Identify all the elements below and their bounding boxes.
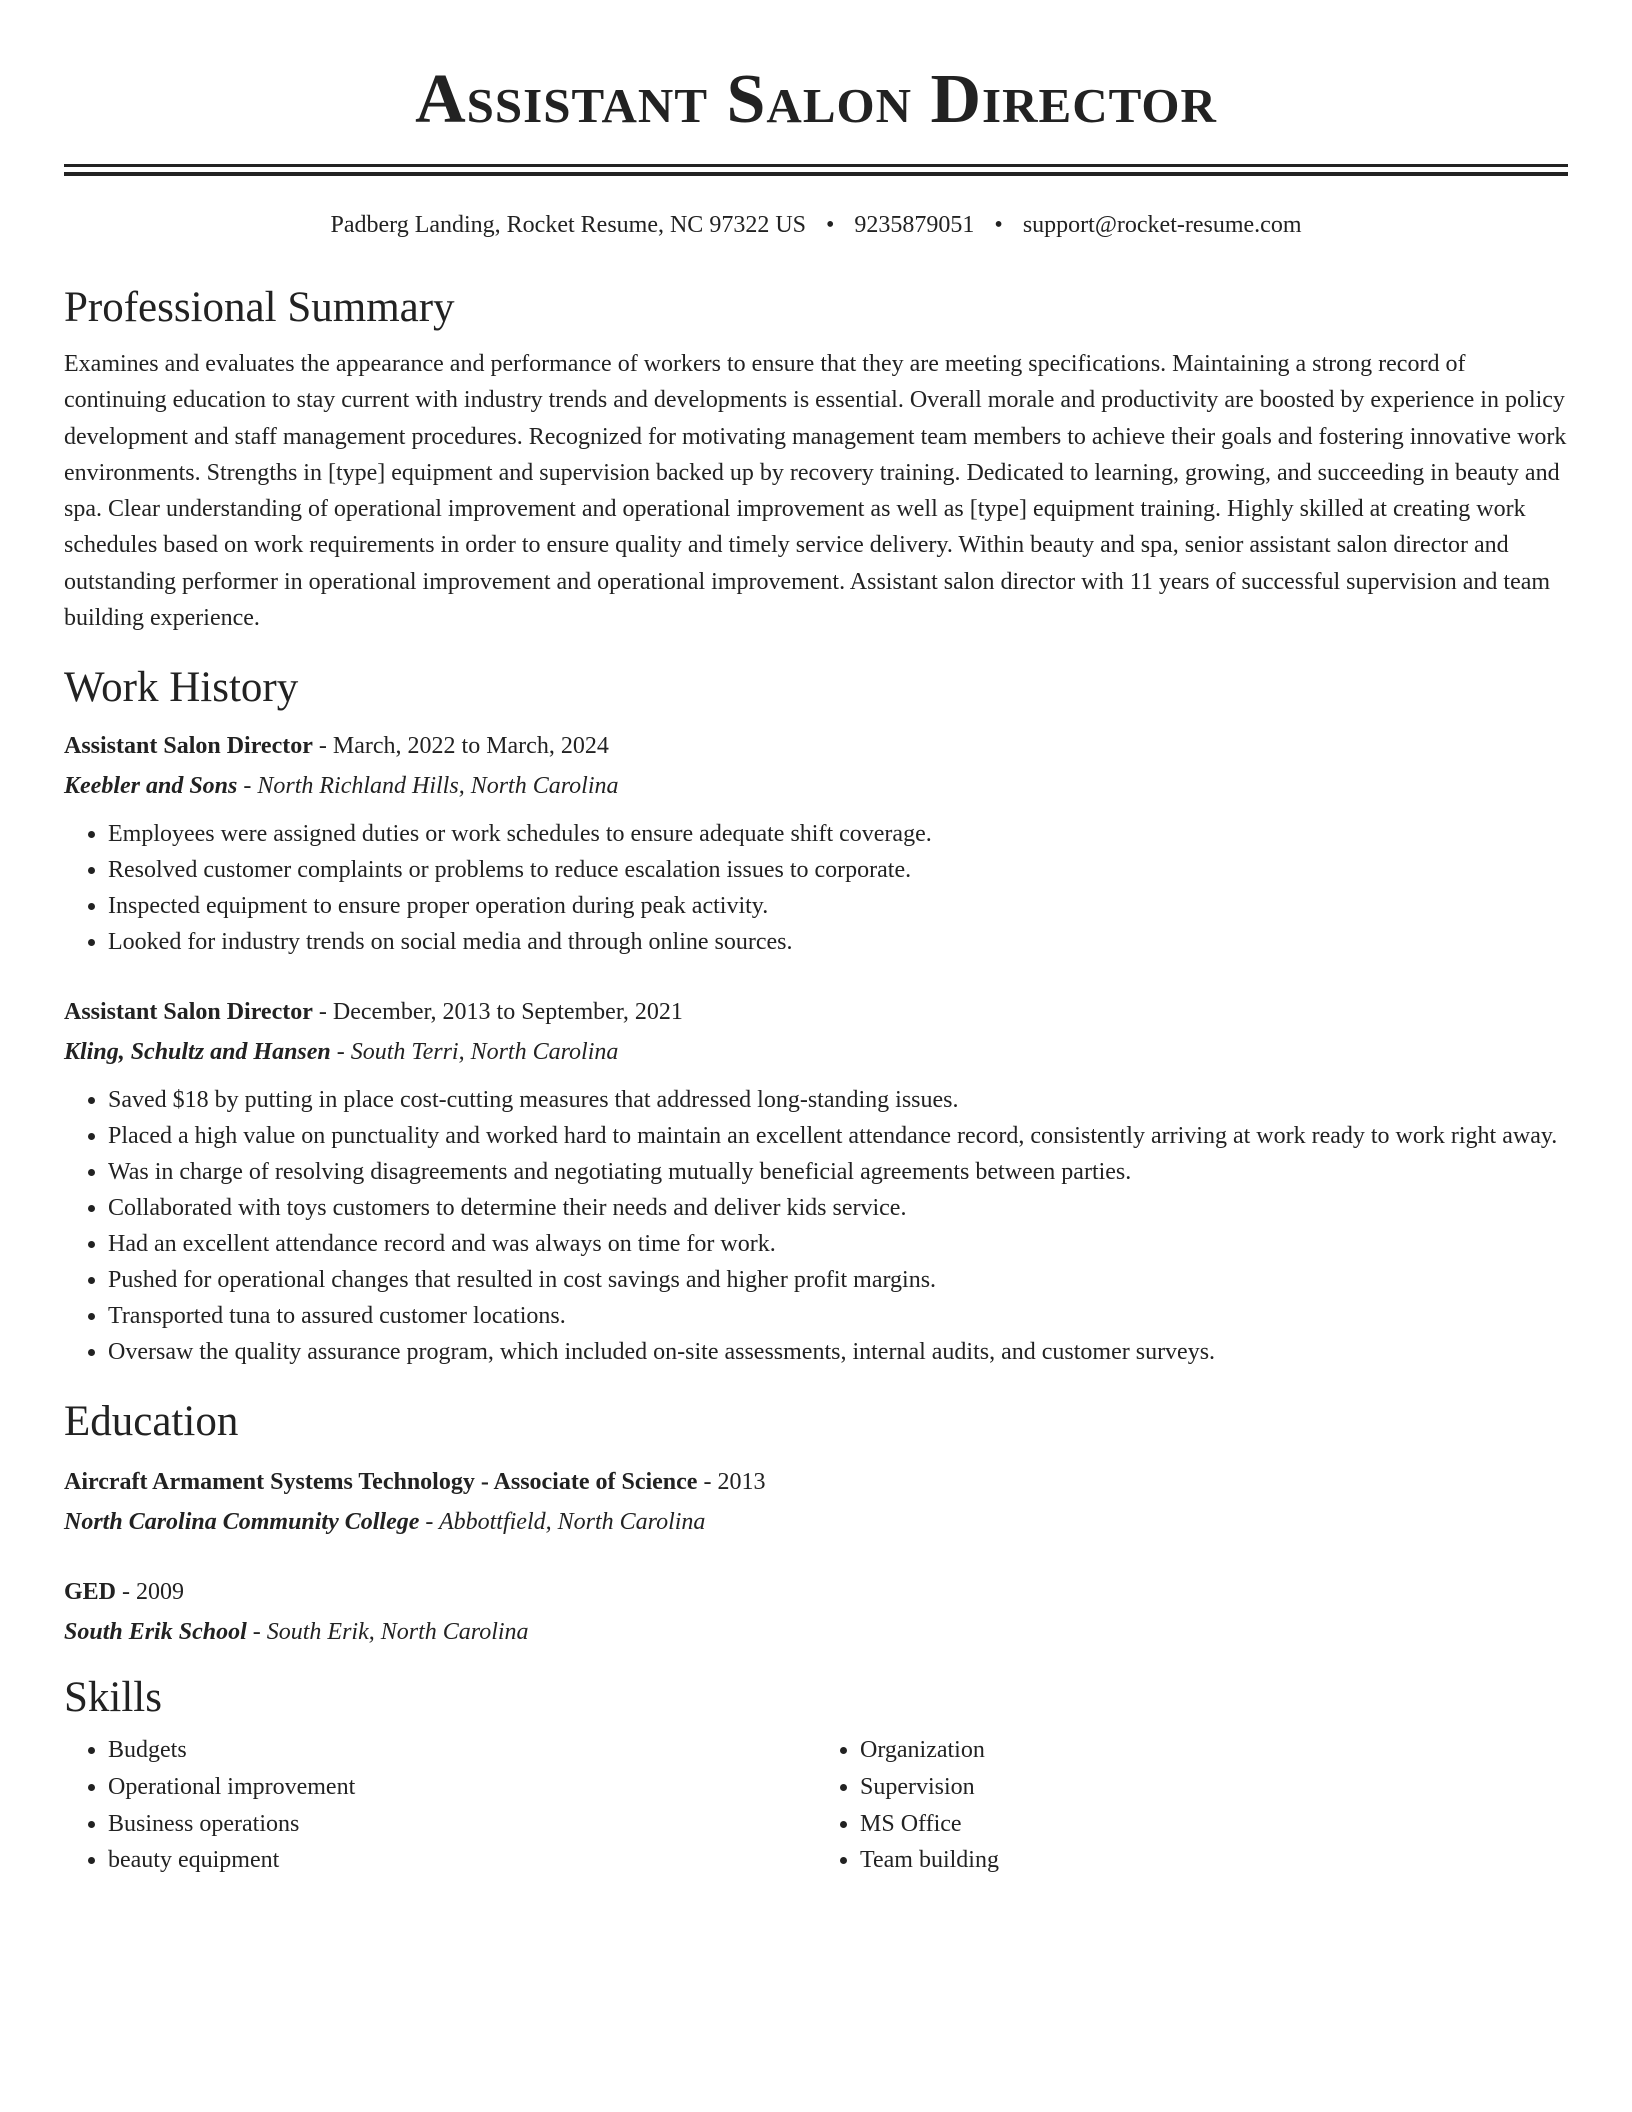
work-history-heading: Work History <box>64 664 299 712</box>
job-bullet: • Was in charge of resolving disagreements and negotiating mutually beneficial agreements between parties. <box>108 1154 1568 1190</box>
skill-item: • Team building <box>860 1842 1568 1879</box>
job-company: Kling, Schultz and Hansen <box>64 1039 331 1066</box>
job-title: Assistant Salon Director <box>64 733 313 760</box>
job-location: - North Richland Hills, North Carolina <box>237 773 619 800</box>
education-location: - Abbottfield, North Carolina <box>419 1509 706 1536</box>
header-rule-bottom <box>64 172 1568 176</box>
skills-column-right <box>816 1732 1568 1879</box>
job-location: - South Terri, North Carolina <box>330 1039 619 1066</box>
job-bullet: • Placed a high value on punctuality and worked hard to maintain an excellent attendance record, consistently arriving at work ready to work right away. <box>108 1118 1568 1154</box>
job-bullet: • Pushed for operational changes that resulted in cost savings and higher profit margins. <box>108 1262 1568 1298</box>
summary-text: Examines and evaluates the appearance and performance of workers to ensure that they are meeting specifications. Maintaining a strong record of continuing education to stay current with industry trends and developments is essential. Overall morale and productivity are boosted by experience in policy development and staff management procedures. Recognized for motivating management team members to achieve their goals and fostering innovative work environments. Strengths in [type] equipment and supervision backed up by recovery training. Dedicated to learning, growing, and succeeding in beauty and spa. Clear understanding of operational improvement and operational improvement as well as [type] equipment training. Highly skilled at creating work schedules based on work requirements in order to ensure quality and timely service delivery. Within beauty and spa, senior assistant salon director and outstanding performer in operational improvement and operational improvement. Assistant salon director with 11 years of successful supervision and team building experience. <box>64 351 1567 632</box>
job-header <box>64 992 1568 1032</box>
skill-item: • Supervision <box>860 1769 1568 1806</box>
job-bullet: • Oversaw the quality assurance program, which included on-site assessments, internal audits, and customer surveys. <box>108 1334 1568 1370</box>
summary-heading: Professional Summary <box>64 284 455 331</box>
job-entry <box>64 992 1568 1370</box>
education-school: South Erik School <box>64 1619 247 1646</box>
job-dates: - December, 2013 to September, 2021 <box>312 999 683 1026</box>
skills-column-left <box>64 1732 816 1879</box>
education-entry <box>64 1572 1568 1652</box>
education-degree: GED <box>64 1579 117 1606</box>
job-header <box>64 726 1568 766</box>
skill-item: • Budgets <box>108 1732 816 1769</box>
job-bullet-list <box>64 816 1568 960</box>
job-dates: - March, 2022 to March, 2024 <box>312 733 609 760</box>
skill-item: • Organization <box>860 1732 1568 1769</box>
job-employer-line <box>64 1032 1568 1072</box>
contact-phone: 9235879051 <box>854 212 975 238</box>
education-entry <box>64 1462 1568 1542</box>
job-entry <box>64 726 1568 960</box>
skill-item: • beauty equipment <box>108 1842 816 1879</box>
job-bullet-list <box>64 1082 1568 1370</box>
contact-separator: • <box>826 212 835 238</box>
contact-line <box>64 210 1568 240</box>
skills-grid <box>64 1732 1568 1879</box>
job-bullet: • Collaborated with toys customers to determine their needs and deliver kids service. <box>108 1190 1568 1226</box>
education-school-line <box>64 1612 1568 1652</box>
header-rule-top <box>64 164 1568 167</box>
contact-separator: • <box>994 212 1003 238</box>
job-bullet: • Had an excellent attendance record and was always on time for work. <box>108 1226 1568 1262</box>
job-bullet: • Saved $18 by putting in place cost-cutting measures that addressed long-standing issues. <box>108 1082 1568 1118</box>
job-title: Assistant Salon Director <box>64 999 313 1026</box>
education-degree-line <box>64 1462 1568 1502</box>
job-company: Keebler and Sons <box>64 773 238 800</box>
job-bullet: • Looked for industry trends on social media and through online sources. <box>108 924 1568 960</box>
job-bullet: • Inspected equipment to ensure proper operation during peak activity. <box>108 888 1568 924</box>
education-heading: Education <box>64 1398 239 1446</box>
education-location: - South Erik, North Carolina <box>246 1619 529 1646</box>
education-degree-line <box>64 1572 1568 1612</box>
job-bullet: • Employees were assigned duties or work schedules to ensure adequate shift coverage. <box>108 816 1568 852</box>
education-school-line <box>64 1502 1568 1542</box>
skill-item: • Business operations <box>108 1806 816 1843</box>
education-year: - 2013 <box>697 1469 766 1496</box>
skill-item: • MS Office <box>860 1806 1568 1843</box>
contact-email: support@rocket-resume.com <box>1022 212 1302 238</box>
resume-name-heading: Assistant Salon Director <box>415 61 1217 138</box>
job-bullet: • Resolved customer complaints or problems to reduce escalation issues to corporate. <box>108 852 1568 888</box>
contact-address: Padberg Landing, Rocket Resume, NC 97322 US <box>330 212 806 238</box>
education-school: North Carolina Community College <box>64 1509 420 1536</box>
job-employer-line <box>64 766 1568 806</box>
skills-heading: Skills <box>64 1674 162 1722</box>
education-degree: Aircraft Armament Systems Technology - Associate of Science <box>64 1469 698 1496</box>
education-year: - 2009 <box>116 1579 185 1606</box>
job-bullet: • Transported tuna to assured customer locations. <box>108 1298 1568 1334</box>
skill-item: • Operational improvement <box>108 1769 816 1806</box>
